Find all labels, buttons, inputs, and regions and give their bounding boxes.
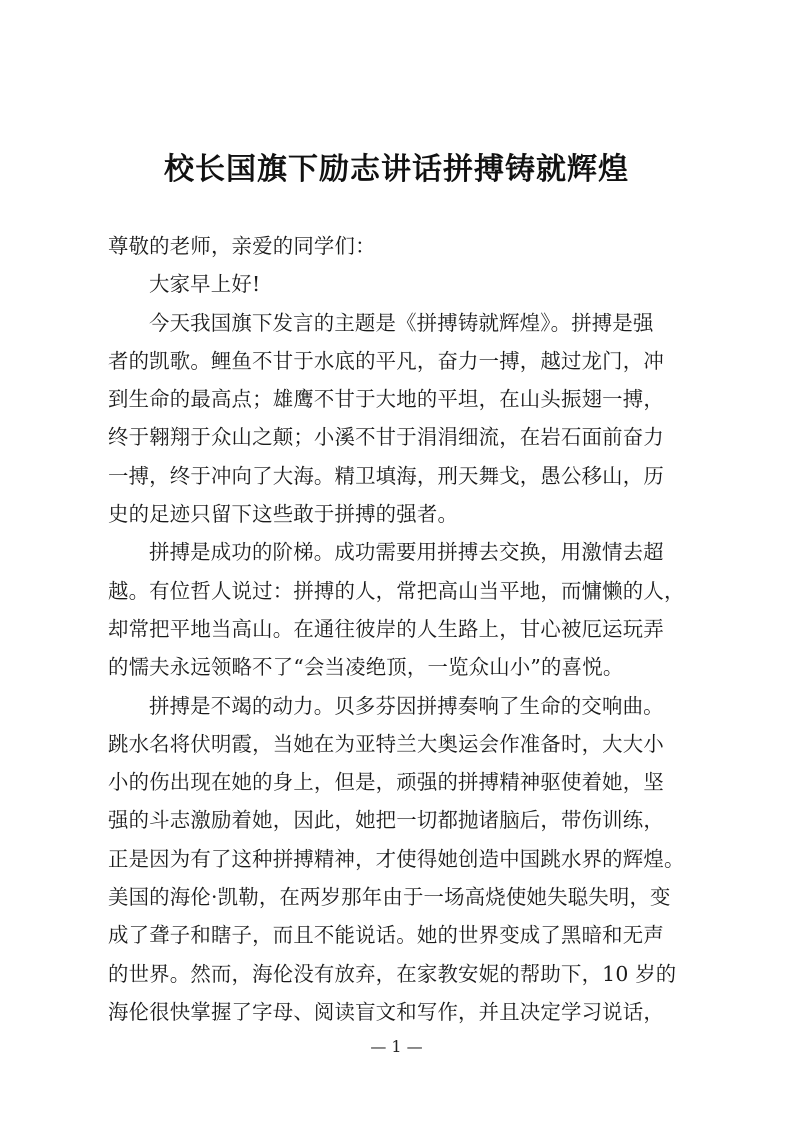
text-line: 拼搏是不竭的动力。贝多芬因拼搏奏响了生命的交响曲。 xyxy=(149,693,664,718)
text-line: 的世界。然而，海伦没有放弃，在家教安妮的帮助下，10 岁的 xyxy=(108,961,677,986)
text-line: 小的伤出现在她的身上，但是，顽强的拼搏精神驱使着她，坚 xyxy=(108,770,664,795)
text-line: 尊敬的老师，亲爱的同学们： xyxy=(108,234,376,258)
text-line: 跳水名将伏明霞，当她在为亚特兰大奥运会作准备时，大大小 xyxy=(108,731,664,756)
text-line: 史的足迹只留下这些敢于拼搏的强者。 xyxy=(108,502,459,527)
text-line: 者的凯歌。鲤鱼不甘于水底的平凡，奋力一搏，越过龙门，冲 xyxy=(108,348,664,373)
text-line: 美国的海伦·凯勒，在两岁那年由于一场高烧使她失聪失明，变 xyxy=(108,885,671,910)
text-line: 越。有位哲人说过：拼搏的人，常把高山当平地，而慵懒的人， xyxy=(108,578,685,603)
text-line: 成了聋子和瞎子，而且不能说话。她的世界变成了黑暗和无声 xyxy=(108,923,664,948)
text-line: 正是因为有了这种拼搏精神，才使得她创造中国跳水界的辉煌。 xyxy=(108,846,685,871)
text-line: 今天我国旗下发言的主题是《拼搏铸就辉煌》。拼搏是强 xyxy=(149,310,654,335)
page-number: — 1 — xyxy=(370,1037,423,1056)
text-line: 到生命的最高点；雄鹰不甘于大地的平坦，在山头振翅一搏， xyxy=(108,387,664,412)
text-line: 强的斗志激励着她，因此，她把一切都抛诸脑后，带伤训练， xyxy=(108,808,664,833)
text-line: 大家早上好! xyxy=(149,272,261,297)
text-line: 拼搏是成功的阶梯。成功需要用拼搏去交换，用激情去超 xyxy=(149,540,664,565)
text-line: 海伦很快掌握了字母、阅读盲文和写作，并且决定学习说话， xyxy=(108,999,664,1024)
speech-body xyxy=(108,227,688,1031)
text-line: 终于翱翔于众山之颠；小溪不甘于涓涓细流，在岩石面前奋力 xyxy=(108,425,664,450)
text-line: 却常把平地当高山。在通往彼岸的人生路上，甘心被厄运玩弄 xyxy=(108,616,664,641)
text-line: 一搏，终于冲向了大海。精卫填海，刑天舞戈，愚公移山，历 xyxy=(108,463,664,488)
text-line: 的懦夫永远领略不了“会当凌绝顶，一览众山小”的喜悦。 xyxy=(108,655,624,680)
page-title: 校长国旗下励志讲话拼搏铸就辉煌 xyxy=(164,152,629,187)
